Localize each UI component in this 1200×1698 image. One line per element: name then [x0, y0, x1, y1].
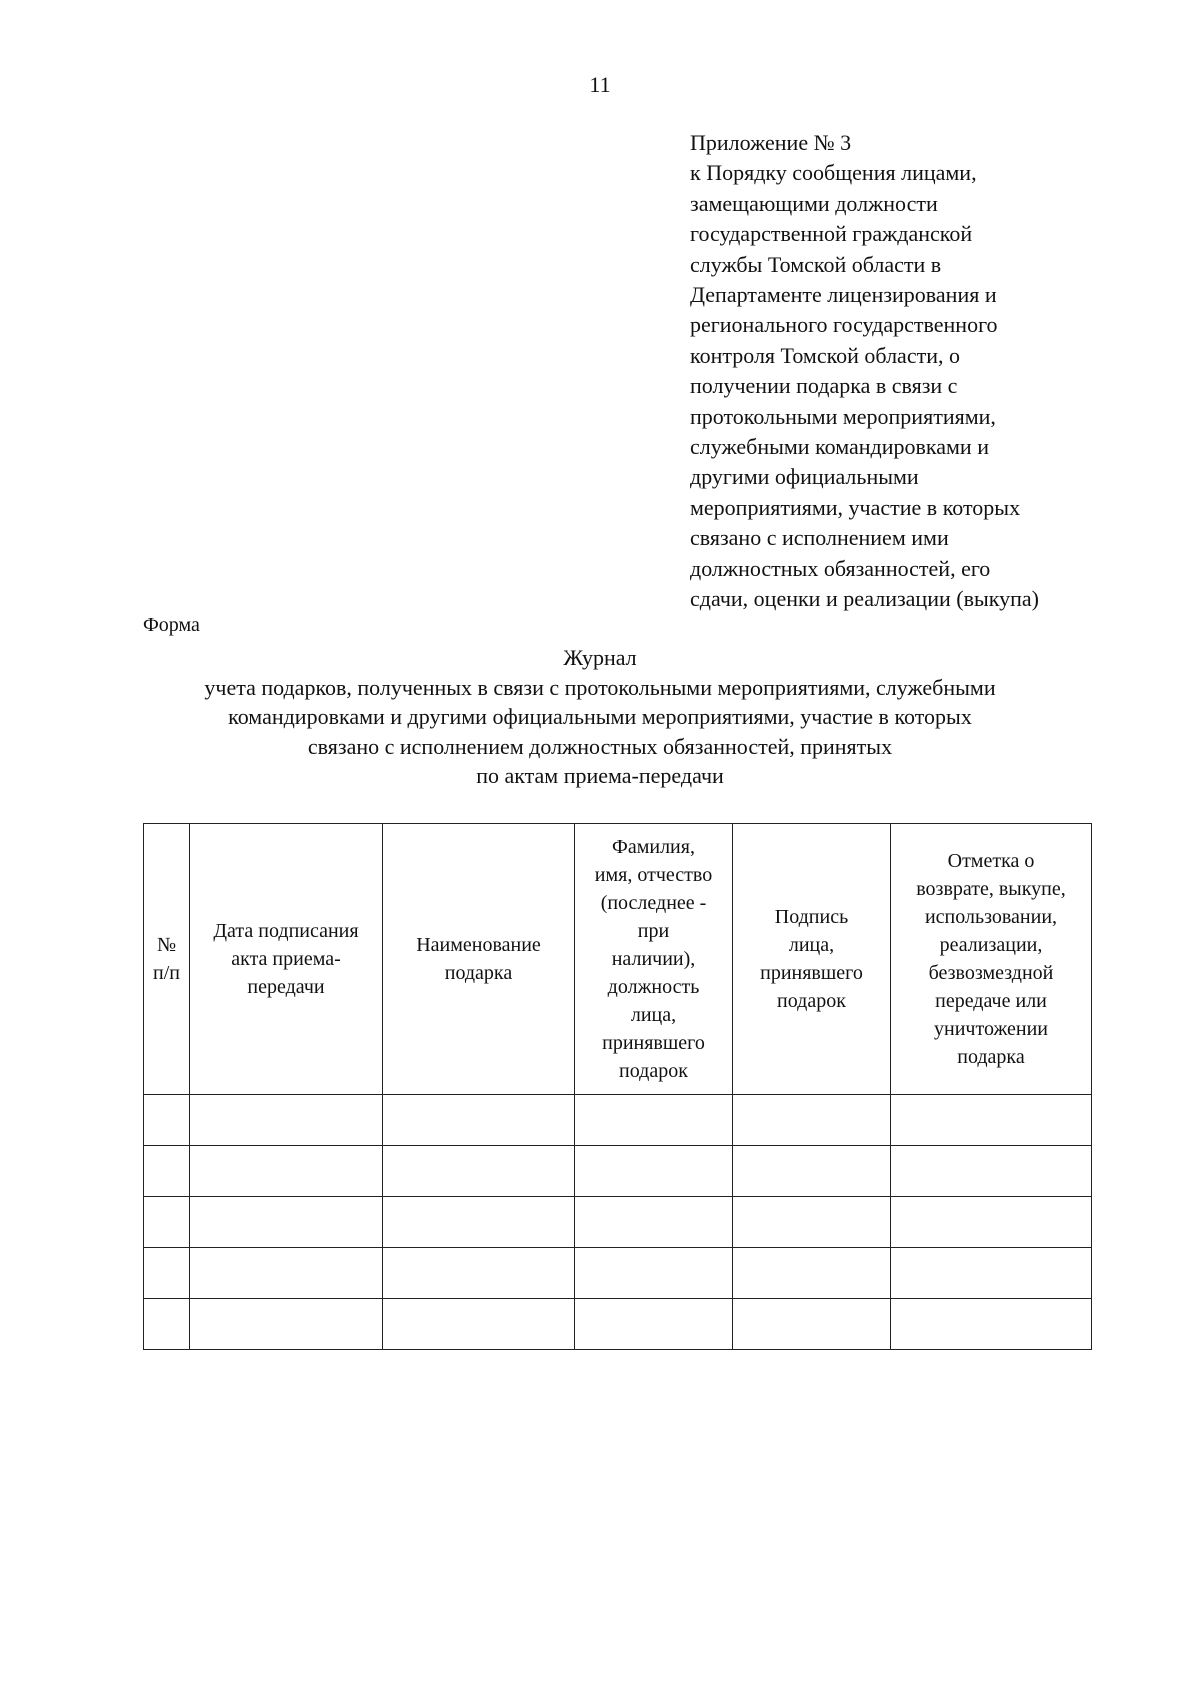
table-cell [383, 1299, 575, 1350]
table-cell [144, 1146, 190, 1197]
table-cell [575, 1299, 733, 1350]
journal-heading [0, 643, 1200, 791]
journal-subtitle-line: учета подарков, полученных в связи с протокольными мероприятиями, служебными [204, 674, 996, 700]
header-signing-date: Дата подписания акта приема- передачи [190, 824, 383, 1095]
table-cell [575, 1248, 733, 1299]
table-cell [383, 1248, 575, 1299]
table-cell [383, 1197, 575, 1248]
appendix-line: службы Томской области в [690, 251, 942, 277]
table-cell [144, 1299, 190, 1350]
header-disposition-mark: Отметка о возврате, выкупе, использовании, реализации, безвозмездной передаче или уничтожении подарка [891, 824, 1092, 1095]
table-cell [190, 1197, 383, 1248]
table-row [144, 1197, 1092, 1248]
appendix-line: связано с исполнением ими [690, 525, 949, 551]
appendix-line: государственной гражданской [690, 221, 973, 247]
table-cell [733, 1299, 891, 1350]
header-recipient-name: Фамилия, имя, отчество (последнее - при наличии), должность лица, принявшего подарок [575, 824, 733, 1095]
appendix-line: замещающими должности [690, 190, 938, 216]
header-number: № п/п [144, 824, 190, 1095]
table-cell [190, 1299, 383, 1350]
header-recipient-signature: Подпись лица, принявшего подарок [733, 824, 891, 1095]
table-cell [190, 1146, 383, 1197]
header-gift-name: Наименование подарка [383, 824, 575, 1095]
appendix-line: Департаменте лицензирования и [690, 282, 997, 308]
appendix-line: контроля Томской области, о [690, 342, 960, 368]
table-cell [733, 1248, 891, 1299]
appendix-line: регионального государственного [690, 312, 998, 338]
table-cell [383, 1095, 575, 1146]
table-cell [144, 1095, 190, 1146]
table-cell [383, 1146, 575, 1197]
table-cell [144, 1248, 190, 1299]
page-number: 11 [589, 72, 611, 97]
table-cell [733, 1146, 891, 1197]
appendix-line: сдачи, оценки и реализации (выкупа) [690, 586, 1039, 612]
table-cell [891, 1248, 1092, 1299]
table-cell [891, 1146, 1092, 1197]
table-row [144, 1146, 1092, 1197]
appendix-line: служебными командировками и [690, 434, 989, 460]
table-row [144, 1248, 1092, 1299]
journal-title: Журнал [563, 645, 637, 670]
gift-journal-table [143, 823, 1092, 1350]
table-cell [891, 1095, 1092, 1146]
appendix-line: протокольными мероприятиями, [690, 403, 996, 429]
journal-subtitle-line: по актам приема-передачи [476, 763, 724, 788]
appendix-line: мероприятиями, участие в которых [690, 494, 1021, 520]
table-cell [891, 1299, 1092, 1350]
form-label: Форма [143, 614, 200, 636]
appendix-block [690, 128, 1185, 615]
table-cell [733, 1095, 891, 1146]
appendix-line: Приложение № 3 [690, 130, 852, 155]
appendix-line: должностных обязанностей, его [690, 555, 991, 581]
journal-subtitle-line: командировками и другими официальными мероприятиями, участие в которых [228, 704, 972, 729]
appendix-line: получении подарка в связи с [690, 373, 958, 399]
appendix-line: к Порядку сообщения лицами, [690, 160, 977, 186]
table-cell [190, 1248, 383, 1299]
table-header-row [144, 824, 1092, 1095]
table-cell [891, 1197, 1092, 1248]
table-cell [575, 1095, 733, 1146]
appendix-line: другими официальными [690, 464, 919, 490]
table-cell [575, 1146, 733, 1197]
table-cell [575, 1197, 733, 1248]
table-cell [733, 1197, 891, 1248]
table-row [144, 1095, 1092, 1146]
table-row [144, 1299, 1092, 1350]
table-cell [190, 1095, 383, 1146]
table-cell [144, 1197, 190, 1248]
journal-subtitle-line: связано с исполнением должностных обязанностей, принятых [307, 733, 893, 759]
